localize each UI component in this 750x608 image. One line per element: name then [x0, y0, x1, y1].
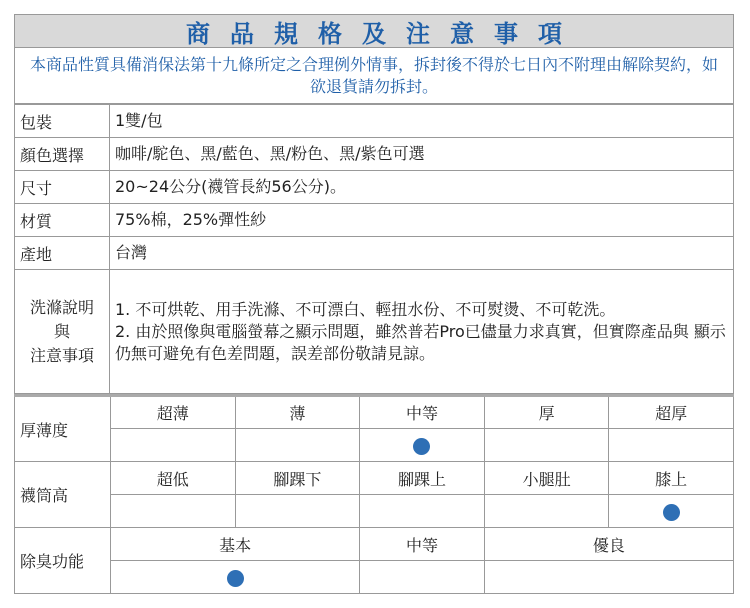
height-option: 腳踝上 — [360, 462, 485, 495]
deodorant-marker-cell — [111, 561, 360, 594]
spec-row-colors — [15, 138, 734, 171]
thickness-marker-cell — [609, 429, 734, 462]
height-label: 襪筒高 — [15, 462, 111, 528]
spec-label-line: 注意事項 — [29, 345, 94, 365]
height-marker-cell — [484, 495, 609, 528]
thickness-marker-row — [15, 429, 734, 462]
title-bar — [14, 14, 734, 48]
spec-label: 顏色選擇 — [15, 138, 110, 171]
spec-value: 1雙/包 — [110, 105, 734, 138]
deodorant-option: 中等 — [360, 528, 485, 561]
spec-row-package — [15, 105, 734, 138]
spec-value: 台灣 — [110, 237, 734, 270]
thickness-option: 超厚 — [609, 396, 734, 429]
page-title: 商品規格及注意事項 — [186, 19, 582, 48]
thickness-marker-cell — [111, 429, 236, 462]
deodorant-marker-cell — [484, 561, 733, 594]
deodorant-option: 優良 — [484, 528, 733, 561]
thickness-option: 薄 — [235, 396, 360, 429]
selected-dot-icon — [413, 438, 430, 455]
spec-label: 產地 — [15, 237, 110, 270]
thickness-option: 超薄 — [111, 396, 236, 429]
spec-label-washing — [15, 270, 110, 394]
spec-row-material — [15, 204, 734, 237]
thickness-marker-cell — [235, 429, 360, 462]
spec-label-line: 洗滌說明 — [29, 297, 94, 317]
return-notice — [14, 48, 734, 104]
spec-label: 材質 — [15, 204, 110, 237]
height-option: 腳踝下 — [235, 462, 360, 495]
thickness-label: 厚薄度 — [15, 396, 111, 462]
deodorant-options-row — [15, 528, 734, 561]
washing-note-2: 2. 由於照像與電腦螢幕之顯示問題，雖然普若Pro已儘量力求真實，但實際產品與 顯示仍無可避免有色差問題，誤差部份敬請見諒。 — [115, 321, 726, 363]
selected-dot-icon — [663, 504, 680, 521]
spec-row-size — [15, 171, 734, 204]
washing-note-1: 1. 不可烘乾、用手洗滌、不可漂白、輕扭水份、不可熨燙、不可乾洗。 — [115, 299, 616, 319]
grade-table — [14, 394, 734, 594]
spec-row-washing — [15, 270, 734, 394]
height-marker-cell — [235, 495, 360, 528]
spec-label: 尺寸 — [15, 171, 110, 204]
height-option: 超低 — [111, 462, 236, 495]
height-marker-row — [15, 495, 734, 528]
height-options-row — [15, 462, 734, 495]
thickness-option: 厚 — [484, 396, 609, 429]
thickness-option: 中等 — [360, 396, 485, 429]
height-option: 小腿肚 — [484, 462, 609, 495]
height-option: 膝上 — [609, 462, 734, 495]
spec-value: 咖啡/駝色、黑/藍色、黑/粉色、黑/紫色可選 — [110, 138, 734, 171]
deodorant-marker-row — [15, 561, 734, 594]
deodorant-label: 除臭功能 — [15, 528, 111, 594]
spec-label: 包裝 — [15, 105, 110, 138]
spec-table — [14, 104, 734, 394]
selected-dot-icon — [227, 570, 244, 587]
deodorant-option: 基本 — [111, 528, 360, 561]
height-marker-cell — [111, 495, 236, 528]
thickness-options-row — [15, 396, 734, 429]
deodorant-marker-cell — [360, 561, 485, 594]
spec-value: 75%棉，25%彈性紗 — [110, 204, 734, 237]
height-marker-cell — [360, 495, 485, 528]
thickness-marker-cell — [360, 429, 485, 462]
spec-value-washing — [110, 270, 734, 394]
spec-value: 20~24公分(襪管長約56公分)。 — [110, 171, 734, 204]
thickness-marker-cell — [484, 429, 609, 462]
return-notice-text: 本商品性質具備消保法第十九條所定之合理例外情事，拆封後不得於七日內不附理由解除契約，如欲退貨請勿拆封。 — [29, 54, 718, 96]
spec-row-origin — [15, 237, 734, 270]
height-marker-cell — [609, 495, 734, 528]
spec-label-line: 與 — [53, 321, 70, 341]
